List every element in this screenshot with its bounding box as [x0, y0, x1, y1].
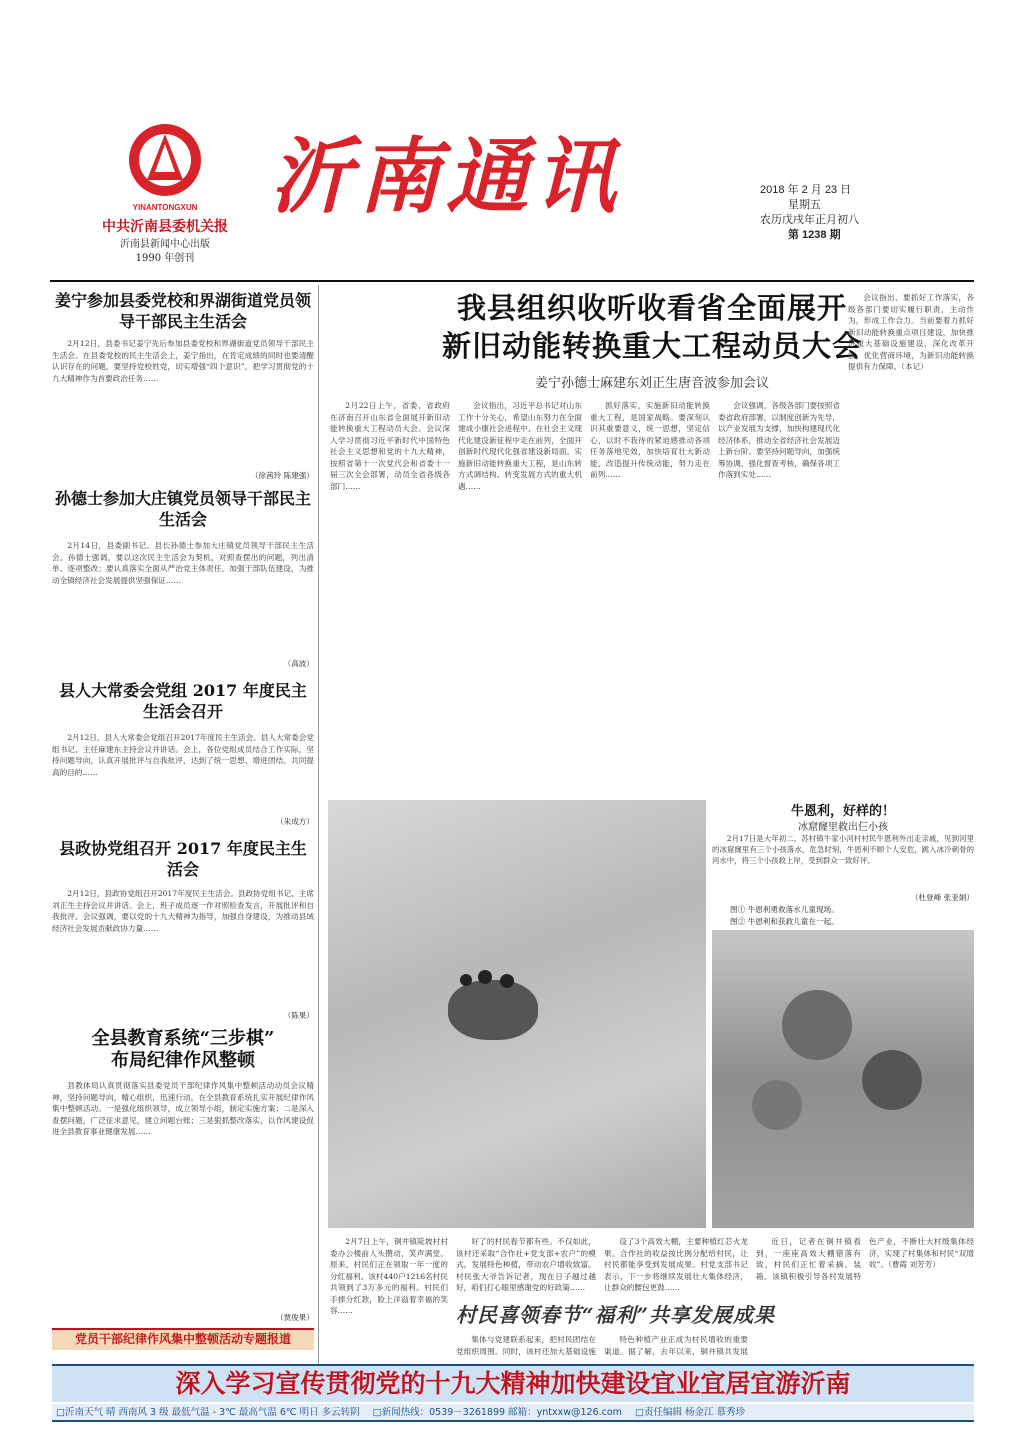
- lead-column-5: 会议指出，要抓好工作落实，各级各部门要切实履行职责，主动作为，形成工作合力。当前要着力抓好新旧动能转换重点项目建设，加快推进重大基础设施建设，深化改革开放，优化营商环境，为新旧动能转换提供有力保障。（本记）: [848, 293, 974, 371]
- photo-story-body: 2月17日是大年初二，苏村镇牛家小河村村民牛恩利外出走亲戚，见到河里的冰窟窿里有三个小孩落水，危急时刻，牛恩利不顾个人安危，跳入冰冷刺骨的河水中，将三个小孩救上岸，受到群众一致好评。: [712, 834, 974, 865]
- child-figure: [478, 970, 492, 984]
- article3-headline: 县人大常委会党组 2017 年度民主生活会召开: [59, 681, 307, 721]
- weather-info: □沂南天气 晴 西南风 3 级 最低气温 - 3℃ 最高气温 6℃ 明日 多云转阴: [56, 1407, 360, 1418]
- photo-caption-1: 图① 牛恩利勇救落水儿童现场。: [730, 905, 839, 914]
- newspaper-logo: [125, 120, 205, 200]
- article3-byline: （朱成方）: [276, 817, 314, 826]
- article1-headline: 姜宁参加县委党校和界湖街道党员领导干部民主生活会: [54, 291, 311, 331]
- publisher: 沂南县新闻中心出版: [120, 239, 210, 250]
- bottom-column-2: 好了的村民春节都有些。不仅如此，该村还采取“合作社+党支部+农户”的模式，发展特色种植，带动农户增收致富。村民张大爷告诉记者，现在日子越过越好，咱们打心眼里感谢党的好政策……: [456, 1237, 596, 1292]
- article4-body: 2月12日，县政协党组召开2017年度民主生活会。县政协党组书记、主席刘正生主持会议并讲话。会上，班子成员逐一作对照检查发言，开展批评和自我批评。会议强调，要以党的十九大精神为指导，加强自身建设，为推动县域经济社会发展贡献政协力量……: [52, 889, 314, 933]
- person-figure: [782, 990, 852, 1060]
- lead-column-4: 会议强调，各级各部门要按照省委省政府部署，以制度创新为先导，以产业发展为支撑，加快构建现代化经济体系，推动全省经济社会发展迈上新台阶。要坚持问题导向，加强统筹协调，强化督查考核，确保各项工作落到实处……: [718, 401, 840, 479]
- lead-subtitle: 姜宁孙德士麻建东刘正生唐音波参加会议: [534, 376, 769, 391]
- bottom-column-5: 集体与党建联系起来，把村民团结在党组织周围。同时，该村还加大基础设施: [456, 1335, 596, 1356]
- article2-headline: 孙德士参加大庄镇党员领导干部民主生活会: [54, 489, 311, 529]
- ice-hole: [448, 980, 538, 1040]
- article2-body: 2月14日，县委副书记、县长孙德士参加大庄镇党员领导干部民主生活会。孙德士强调，要以这次民主生活会为契机，对照查摆出的问题，列出清单、逐项整改；要认真落实全面从严治党主体责任，加强干部队伍建设，为推动全镇经济社会发展提供坚强保证……: [52, 541, 314, 585]
- issue-info: [760, 183, 859, 243]
- contact-info: □新闻热线：0539－3261899 邮箱：yntxxw@126.com: [372, 1407, 622, 1418]
- article5-body: 县教体局认真贯彻落实县委党员干部纪律作风集中整顿活动动员会议精神，坚持问题导向，精心组织，迅速行动，在全县教育系统扎实开展纪律作风集中整顿活动。一是强化组织领导，成立领导小组，制定实施方案；二是深入查摆问题，广泛征求意见，建立问题台账；三是狠抓整改落实，以作风建设促进全县教育事业健康发展……: [52, 1081, 314, 1136]
- newspaper-title: 沂南通讯: [270, 129, 622, 225]
- article4-headline: 县政协党组召开 2017 年度民主生活会: [59, 839, 307, 879]
- weekday: 星期五: [788, 199, 821, 211]
- lead-column-2: 会议指出，习近平总书记对山东工作十分关心，希望山东努力在全面建成小康社会进程中、在社会主义现代化建设新征程中走在前列，全面开创新时代现代化强省建设新局面。实施新旧动能转换重大工程，是山东转方式调结构、转变发展方式的重大机遇……: [458, 401, 582, 491]
- person-figure: [862, 1050, 922, 1110]
- article5-byline: （贾俊果）: [276, 1313, 314, 1322]
- founded: 1990 年创刊: [135, 253, 195, 264]
- article5-headline-line2: 布局纪律作风整顿: [111, 1050, 255, 1071]
- bottom-column-3: 设了3个高效大棚，主要种植红芯火龙果。合作社的收益按比例分配给村民，让村民都能享受到发展成果。村党支部书记表示，下一步将继续发展壮大集体经济，让群众的腰包更鼓……: [604, 1237, 748, 1292]
- photo-caption-2: 图② 牛恩利和获救儿童在一起。: [730, 917, 839, 926]
- bottom-column-4: 近日，记者在铜井镇看到，一座座高效大棚错落有致，村民们正忙着采摘、装箱。该镇积极引导各村发展特色产业，不断壮大村级集体经济，实现了村集体和村民“双增收”。（曹霞 刘芳芳）: [756, 1237, 974, 1281]
- lead-column-1: 2月22日上午，省委、省政府在济南召开山东省全面展开新旧动能转换重大工程动员大会。会议深入学习贯彻习近平新时代中国特色社会主义思想和党的十九大精神，按照省第十一次党代会和省委十一届三次全会部署，动员全省各级各部门……: [330, 401, 450, 491]
- article1-body: 2月12日，县委书记姜宁先后参加县委党校和界湖街道党员领导干部民主生活会。在县委党校的民主生活会上，姜宁指出，在肯定成绩的同时也要清醒认识存在的问题，要坚持党校姓党，切实增强“四个意识”，把学习贯彻党的十九大精神作为首要政治任务……: [52, 339, 314, 383]
- child-figure: [500, 974, 514, 988]
- lead-column-3: 抓好落实，实施新旧动能转换重大工程，是国家战略。要深刻认识其重要意义，统一思想，坚定信心，以时不我待的紧迫感推动各项任务落地见效，加快培育壮大新动能，改造提升传统动能，努力走在前列……: [590, 401, 710, 479]
- article3-body: 2月12日，县人大常委会党组召开2017年度民主生活会。县人大常委会党组书记、主任麻建东主持会议并讲话。会上，各位党组成员结合工作实际，坚持问题导向，认真开展批评与自我批评，达到了统一思想、增进团结、共同提高的目的……: [52, 733, 314, 777]
- photo-story-subtitle: 冰窟窿里救出仨小孩: [798, 822, 888, 833]
- photo-story-title: 牛恩利，好样的！: [790, 804, 895, 819]
- footer-info-bar: [52, 1404, 974, 1422]
- date: 2018 年 2 月 23 日: [760, 184, 852, 196]
- masthead-divider: [50, 280, 974, 282]
- bottom-column-6: 特色种植产业正成为村民增收的重要渠道。据了解，去年以来，铜井镇共发展: [604, 1335, 748, 1356]
- lead-headline-line1: 我县组织收听收看省全面展开: [456, 291, 847, 325]
- party-organ: 中共沂南县委机关报: [102, 219, 228, 235]
- editor-info: □责任编辑 杨金江 慕秀珍: [634, 1407, 745, 1418]
- issue-number: 第 1238 期: [788, 229, 841, 241]
- person-figure: [752, 1080, 802, 1130]
- special-report-banner: 党员干部纪律作风集中整顿活动专题报道: [52, 1328, 314, 1350]
- lunar-date: 农历戊戌年正月初八: [760, 214, 859, 226]
- left-column-divider: [318, 285, 319, 1365]
- child-figure: [460, 974, 472, 986]
- bottom-column-1: 2月7日上午，铜井镇陡坡村村委办公楼前人头攒动，笑声满堂。原来，村民们正在领取一年一度的分红福利。该村440户1216名村民共领到了3万多元的福利。村民们手捧分红款，脸上洋溢着幸福的笑容……: [330, 1237, 448, 1315]
- logo-text: YINANTONGXUN: [132, 203, 198, 212]
- article4-byline: （陈果）: [283, 1011, 314, 1020]
- rescue-photo: [328, 800, 706, 1228]
- children-photo: [712, 930, 974, 1228]
- article1-byline: （徐茜玲 陈建强）: [250, 471, 314, 480]
- lead-headline-line2: 新旧动能转换重大工程动员大会: [441, 329, 862, 363]
- bottom-headline: 村民喜领春节“福利”共享发展成果: [456, 1303, 776, 1327]
- article5-headline-line1: 全县教育系统“三步棋”: [91, 1028, 275, 1049]
- article2-byline: （高波）: [283, 659, 314, 668]
- photo-story-byline: （杜登峰 张亚娟）: [910, 893, 974, 902]
- slogan-banner: 深入学习宣传贯彻党的十九大精神加快建设宜业宜居宜游沂南: [52, 1364, 974, 1402]
